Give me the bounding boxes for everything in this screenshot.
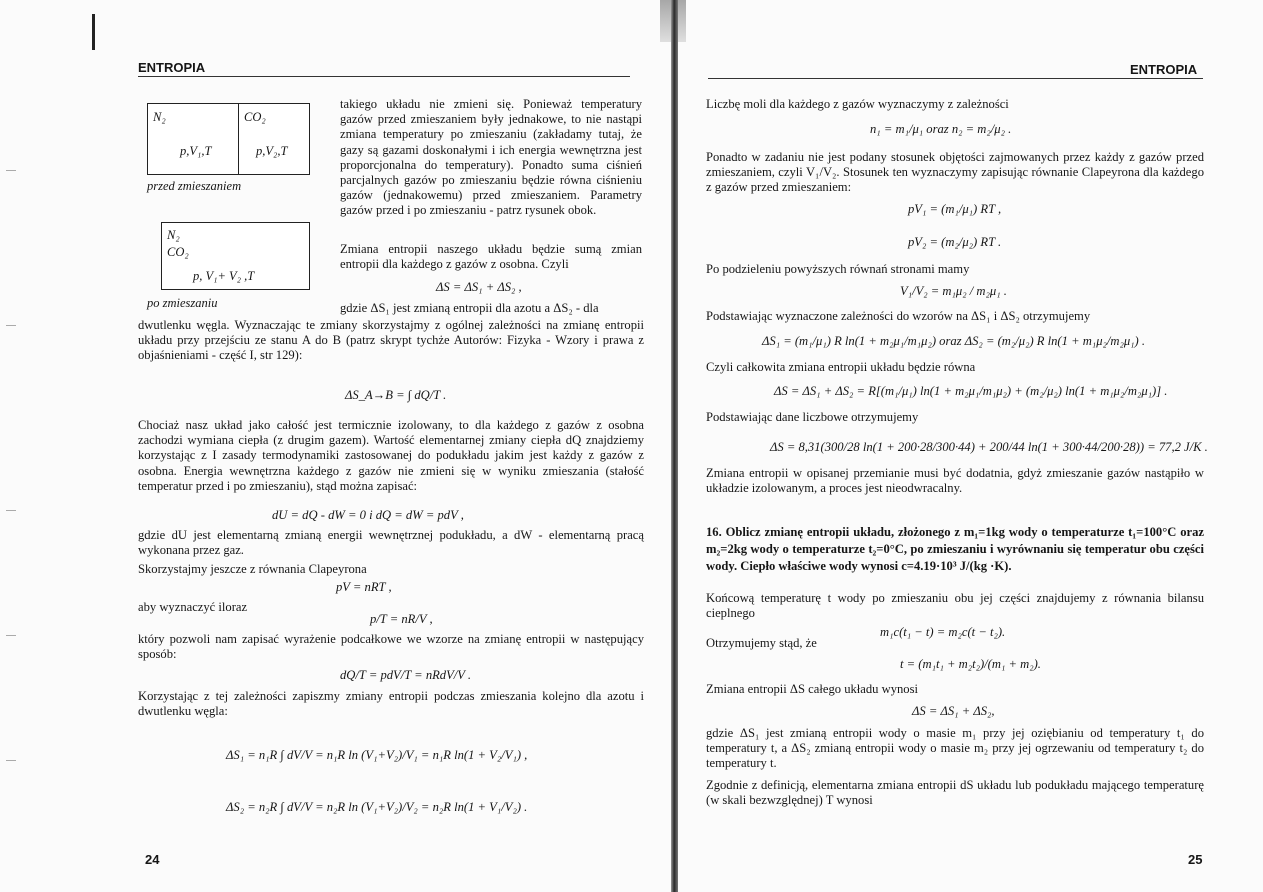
- page-number: 25: [1188, 852, 1203, 867]
- equation: ΔS = ΔS₁ + ΔS₂ ,: [436, 280, 522, 294]
- label-n2: N₂: [153, 110, 166, 124]
- equation: ΔS = 8,31(300/28 ln(1 + 200·28/300·44) + 200/44 ln(1 + 300·44/200·28)) = 77,2 J/K .: [770, 440, 1208, 454]
- margin-mark: [92, 14, 95, 50]
- label-n2: N₂: [167, 228, 180, 242]
- state-co2: p,V₂,T: [256, 144, 288, 158]
- book-spine: [671, 0, 678, 892]
- diagram-divider: [238, 104, 239, 174]
- paragraph: Zmiana entropii naszego układu będzie sumą zmian entropii dla każdego z gazów z osobna. Czyli: [340, 242, 642, 272]
- paragraph: Ponadto w zadaniu nie jest podany stosunek objętości zajmowanych przez każdy z gazów przed zmieszaniem, czyli V₁/V₂. Stosunek ten wyznaczymy zapisując równanie Clapeyrona dla każdego z gazów przed zmieszaniem:: [706, 150, 1204, 195]
- diagram-after: [161, 222, 310, 290]
- paragraph: Chociaż nasz układ jako całość jest termicznie izolowany, to dla każdego z gazów z osobna zachodzi wymiana ciepła (z drugim gazem). Wartość elementarnej zmiany ciepła dQ znajdziemy korzystając z I zasady termodynamiki zastosowanej do podukładu jakim jest każdy z gazów z osobna. Energia wewnętrzna każdego z gazów nie zmieni się w wyniku zmieszania (stałość temperatur przed i po zmieszaniu), stąd można zapisać:: [138, 418, 644, 493]
- text-line: aby wyznaczyć iloraz: [138, 600, 248, 614]
- scan-tick: [6, 635, 16, 636]
- diagram-before: [147, 103, 310, 175]
- text-line: gdzie ΔS₁ jest zmianą entropii dla azotu a ΔS₂ - dla: [340, 301, 599, 315]
- equation: pV = nRT ,: [336, 580, 392, 594]
- scan-tick: [6, 325, 16, 326]
- equation: ΔS = ΔS₁ + ΔS₂ = R[(m₁/μ₁) ln(1 + m₂μ₁/m₁μ₂) + (m₂/μ₂) ln(1 + m₁μ₂/m₂μ₁)] .: [774, 384, 1168, 398]
- equation: ΔS₂ = n₂R ∫ dV/V = n₂R ln (V₁+V₂)/V₂ = n₂R ln(1 + V₁/V₂) .: [226, 800, 528, 814]
- right-page: [680, 0, 1263, 892]
- equation: dQ/T = pdV/T = nRdV/V .: [340, 668, 472, 682]
- equation: m₁c(t₁ − t) = m₂c(t − t₂).: [880, 625, 1006, 639]
- equation: p/T = nR/V ,: [370, 612, 433, 626]
- label-co2: CO₂: [167, 245, 189, 259]
- state-mixed: p, V₁+ V₂ ,T: [193, 269, 255, 283]
- paragraph: Końcową temperaturę t wody po zmieszaniu obu jej części znajdujemy z równania bilansu cieplnego: [706, 591, 1204, 621]
- text-line: Podstawiając dane liczbowe otrzymujemy: [706, 410, 919, 424]
- paragraph: takiego układu nie zmieni się. Ponieważ temperatury gazów przed zmieszaniem były jednakowe, to nie nastąpi zmiana temperatury po zmieszaniu (zakładamy tutaj, że gazy są gazami doskonałymi i ich energia wewnętrzna jest proporcjonalna do temperatury). Ponadto suma ciśnień parcjalnych gazów po zmieszaniu będzie równa ciśnieniu gazów (jednakowemu) przed zmieszaniem. Parametry gazów przed i po zmieszaniu - patrz rysunek obok.: [340, 97, 642, 218]
- equation: ΔS₁ = (m₁/μ₁) R ln(1 + m₂μ₁/m₁μ₂) oraz ΔS₂ = (m₂/μ₂) R ln(1 + m₁μ₂/m₂μ₁) .: [762, 334, 1146, 348]
- paragraph: gdzie dU jest elementarną zmianą energii wewnętrznej podukładu, a dW - elementarną pracą wykonana przez gaz.: [138, 528, 644, 558]
- text-line: Liczbę moli dla każdego z gazów wyznaczymy z zależności: [706, 97, 1009, 111]
- header-rule: [708, 78, 1203, 79]
- equation: pV₂ = (m₂/μ₂) RT .: [908, 235, 1002, 249]
- equation: n₁ = m₁/μ₁ oraz n₂ = m₂/μ₂ .: [870, 122, 1012, 136]
- caption-after: po zmieszaniu: [147, 296, 218, 310]
- label-co2: CO₂: [244, 110, 266, 124]
- equation: ΔS = ΔS₁ + ΔS₂,: [912, 704, 995, 718]
- scan-tick: [6, 510, 16, 511]
- equation: V₁/V₂ = m₁μ₂ / m₂μ₁ .: [900, 284, 1007, 298]
- scan-tick: [6, 170, 16, 171]
- text-line: Otrzymujemy stąd, że: [706, 636, 817, 650]
- equation: t = (m₁t₁ + m₂t₂)/(m₁ + m₂).: [900, 657, 1041, 671]
- equation: pV₁ = (m₁/μ₁) RT ,: [908, 202, 1002, 216]
- text-line: Zmiana entropii ΔS całego układu wynosi: [706, 682, 919, 696]
- scan-tick: [6, 760, 16, 761]
- page-number: 24: [145, 852, 160, 867]
- paragraph: gdzie ΔS₁ jest zmianą entropii wody o masie m₁ przy jej oziębianiu od temperatury t₁ do temperatury t, a ΔS₂ zmianą entropii wody o masie m₂ przy jej ogrzewaniu od temperatury t₂ do temperatury t.: [706, 726, 1204, 771]
- paragraph: dwutlenku węgla. Wyznaczając te zmiany skorzystajmy z ogólnej zależności na zmianę entropii układu przy przejściu ze stanu A do B (patrz skrypt tychże Autorów: Fizyka - Wzory i prawa z objaśnieniami - część I, str 129):: [138, 318, 644, 363]
- text-line: Czyli całkowita zmiana entropii układu będzie równa: [706, 360, 976, 374]
- paragraph: Korzystając z tej zależności zapiszmy zmiany entropii podczas zmieszania kolejno dla azotu i dwutlenku węgla:: [138, 689, 644, 719]
- text-line: Skorzystajmy jeszcze z równania Clapeyrona: [138, 562, 367, 576]
- equation: dU = dQ - dW = 0 i dQ = dW = pdV ,: [272, 508, 464, 522]
- text-line: Po podzieleniu powyższych równań stronami mamy: [706, 262, 970, 276]
- paragraph: który pozwoli nam zapisać wyrażenie podcałkowe we wzorze na zmianę entropii w następujący sposób:: [138, 632, 644, 662]
- state-n2: p,V₁,T: [180, 144, 212, 158]
- equation: ΔS_A→B = ∫ dQ/T .: [345, 388, 447, 402]
- paragraph: Zgodnie z definicją, elementarna zmiana entropii dS układu lub podukładu mającego temperaturę (w skali bezwzględnej) T wynosi: [706, 778, 1204, 808]
- caption-before: przed zmieszaniem: [147, 179, 242, 193]
- equation: ΔS₁ = n₁R ∫ dV/V = n₁R ln (V₁+V₂)/V₁ = n₁R ln(1 + V₂/V₁) ,: [226, 748, 528, 762]
- problem-statement: 16. Oblicz zmianę entropii układu, złożonego z m₁=1kg wody o temperaturze t₁=100°C oraz m₂=2kg wody o temperaturze t₂=0°C, po zmieszaniu i wyrównaniu się temperatur obu części wody. Ciepło właściwe wody wynosi c=4.19·10³ J/(kg ·K).: [706, 525, 1204, 573]
- header-rule: [138, 76, 630, 77]
- text-line: Podstawiając wyznaczone zależności do wzorów na ΔS₁ i ΔS₂ otrzymujemy: [706, 309, 1091, 323]
- running-header: ENTROPIA: [1130, 62, 1198, 77]
- running-header: ENTROPIA: [138, 60, 206, 75]
- paragraph: Zmiana entropii w opisanej przemianie musi być dodatnia, gdyż zmieszanie gazów nastąpiło w układzie izolowanym, a proces jest nieodwracalny.: [706, 466, 1204, 496]
